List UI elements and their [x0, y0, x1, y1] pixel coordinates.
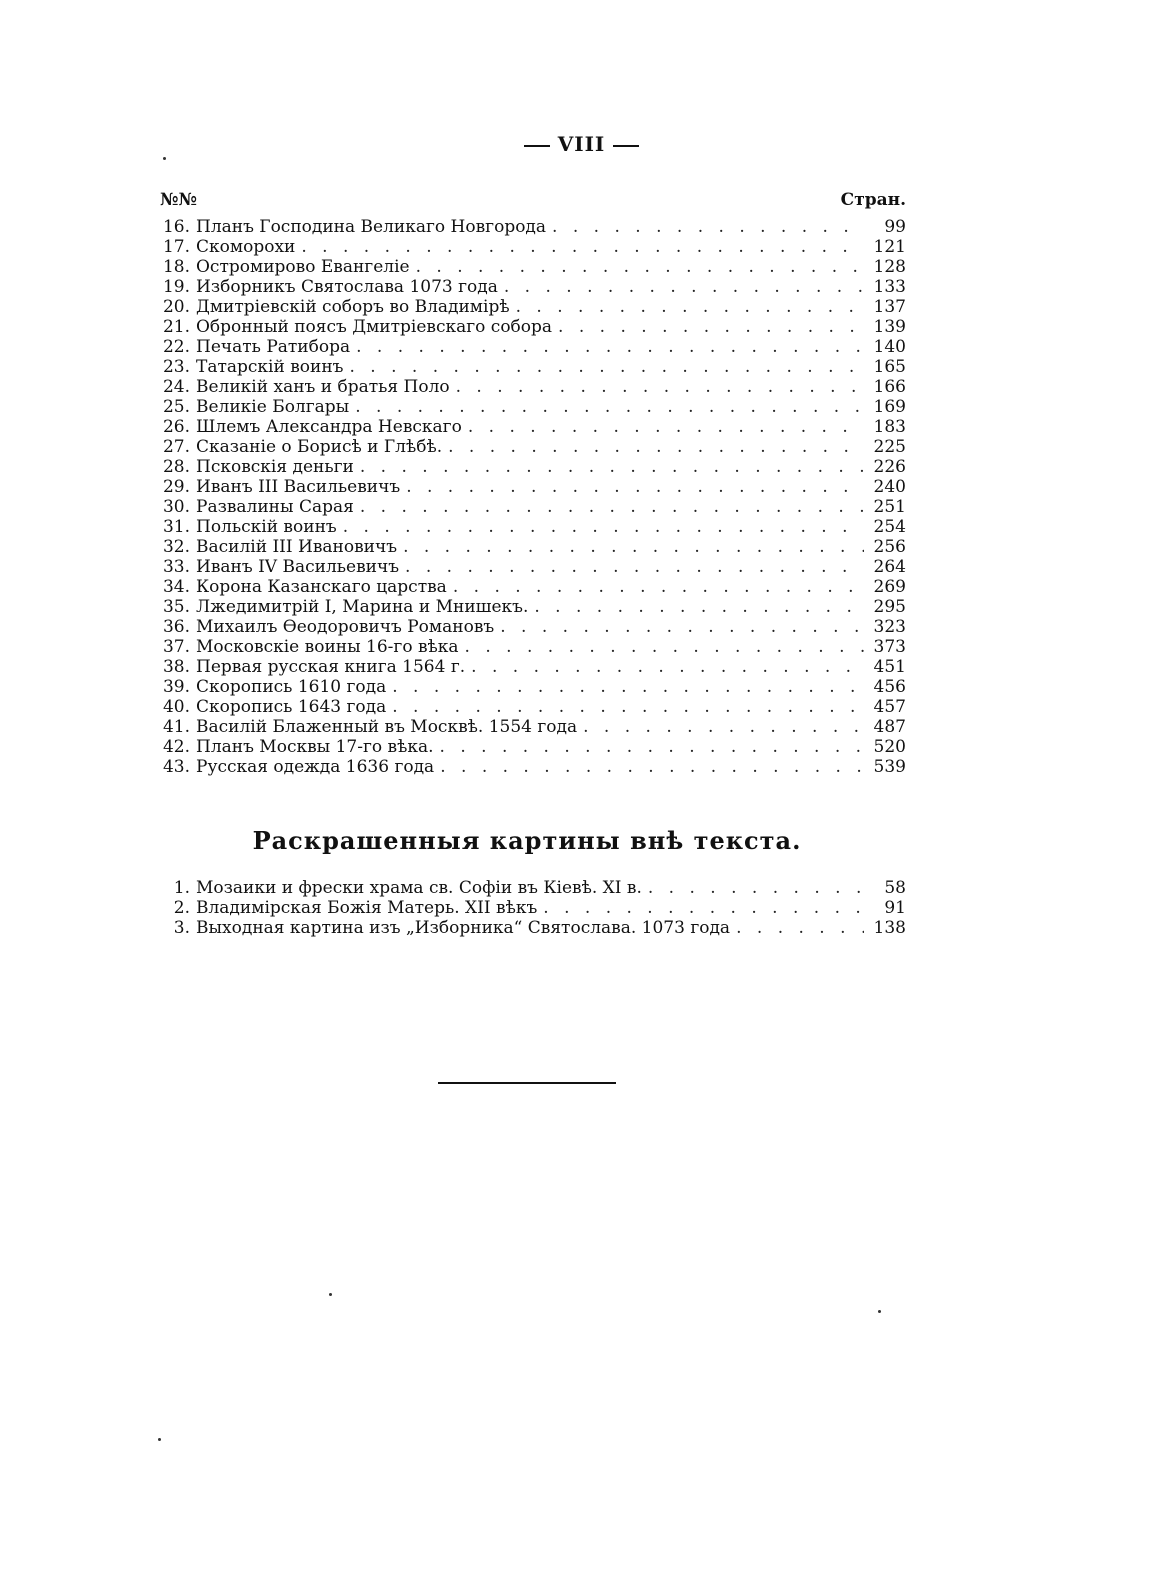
page-number: VIII	[557, 132, 606, 156]
entry-page: 240	[873, 477, 906, 497]
entry-number: 38.	[162, 657, 190, 677]
entry-number: 31.	[162, 517, 190, 537]
illustrations-list	[160, 217, 906, 777]
toc-entry	[160, 237, 906, 257]
toc-entry	[160, 757, 906, 777]
toc-entry	[160, 297, 906, 317]
entry-page: 137	[873, 297, 906, 317]
dot-leader	[516, 297, 864, 317]
entry-page: 456	[873, 677, 906, 697]
entry-title: Остромирово Евангеліе	[196, 257, 410, 277]
entry-page: 295	[873, 597, 906, 617]
entry-number: 22.	[162, 337, 190, 357]
dot-leader	[552, 217, 864, 237]
entry-title: Польскій воинъ	[196, 517, 337, 537]
entry-title: Скоропись 1643 года	[196, 697, 387, 717]
toc-entry	[160, 677, 906, 697]
entry-number: 41.	[162, 717, 190, 737]
entry-number: 37.	[162, 637, 190, 657]
dot-leader	[440, 737, 864, 757]
dot-leader	[360, 497, 864, 517]
entry-page: 169	[873, 397, 906, 417]
entry-title: Михаилъ Ѳеодоровичъ Романовъ	[196, 617, 495, 637]
entry-page: 139	[873, 317, 906, 337]
entry-title: Планъ Господина Великаго Новгорода	[196, 217, 547, 237]
entry-number: 42.	[162, 737, 190, 757]
dot-leader	[392, 697, 864, 717]
entry-number: 27.	[162, 437, 190, 457]
entry-page: 128	[873, 257, 906, 277]
entry-page: 133	[873, 277, 906, 297]
toc-entry	[160, 657, 906, 677]
toc-entry	[160, 377, 906, 397]
entry-title: Первая русская книга 1564 г.	[196, 657, 466, 677]
entry-title: Иванъ IV Васильевичъ	[196, 557, 400, 577]
dot-leader	[406, 477, 864, 497]
entry-page: 226	[873, 457, 906, 477]
entry-number: 23.	[162, 357, 190, 377]
dot-leader	[456, 377, 864, 397]
dot-leader	[405, 557, 864, 577]
toc-entry	[160, 457, 906, 477]
entry-title: Шлемъ Александра Невскаго	[196, 417, 462, 437]
entry-number: 33.	[162, 557, 190, 577]
toc-entry	[160, 217, 906, 237]
toc-entry	[160, 597, 906, 617]
dot-leader	[543, 898, 864, 918]
entry-number: 25.	[162, 397, 190, 417]
entry-number: 36.	[162, 617, 190, 637]
entry-number: 17.	[162, 237, 190, 257]
entry-page: 451	[873, 657, 906, 677]
toc-header	[160, 190, 906, 210]
dot-leader	[301, 237, 864, 257]
entry-number: 24.	[162, 377, 190, 397]
entry-number: 16.	[162, 217, 190, 237]
dot-leader	[468, 417, 864, 437]
toc-entry	[160, 257, 906, 277]
toc-entry	[160, 437, 906, 457]
entry-title: Печать Ратибора	[196, 337, 351, 357]
entry-title: Изборникъ Святослава 1073 года	[196, 277, 498, 297]
entry-number: 34.	[162, 577, 190, 597]
entry-page: 264	[873, 557, 906, 577]
toc-entry	[160, 317, 906, 337]
dot-leader	[558, 317, 864, 337]
entry-page: 99	[884, 217, 906, 237]
dot-leader	[583, 717, 864, 737]
colored-plates-list	[160, 878, 906, 938]
toc-entry	[160, 637, 906, 657]
toc-entry	[160, 517, 906, 537]
dot-leader	[465, 637, 864, 657]
entry-page: 254	[873, 517, 906, 537]
dot-leader	[356, 337, 864, 357]
entry-number: 2.	[173, 898, 190, 918]
entry-number: 18.	[162, 257, 190, 277]
entry-title: Русская одежда 1636 года	[196, 757, 435, 777]
entry-number: 19.	[162, 277, 190, 297]
toc-entry	[160, 617, 906, 637]
entry-number: 1.	[173, 878, 190, 898]
header-dash-left	[524, 145, 550, 147]
entry-title: Корона Казанскаго царства	[196, 577, 447, 597]
entry-page: 269	[873, 577, 906, 597]
entry-title: Сказаніе о Борисѣ и Глѣбѣ.	[196, 437, 443, 457]
dot-leader	[440, 757, 864, 777]
section-title: Раскрашенныя картины внѣ текста.	[252, 826, 802, 855]
dot-leader	[416, 257, 864, 277]
toc-entry	[160, 878, 906, 898]
entry-title: Обронный поясъ Дмитріевскаго собора	[196, 317, 553, 337]
toc-entry	[160, 417, 906, 437]
toc-entry	[160, 918, 906, 938]
entry-page: 183	[873, 417, 906, 437]
entry-page: 373	[873, 637, 906, 657]
column-page-label: Стран.	[840, 190, 906, 210]
toc-entry	[160, 277, 906, 297]
entry-page: 140	[873, 337, 906, 357]
entry-number: 43.	[162, 757, 190, 777]
entry-page: 91	[884, 898, 906, 918]
header-dash-right	[613, 145, 639, 147]
entry-page: 121	[873, 237, 906, 257]
toc-entry	[160, 477, 906, 497]
dot-leader	[648, 878, 864, 898]
entry-title: Московскіе воины 16-го вѣка	[196, 637, 459, 657]
toc-entry	[160, 717, 906, 737]
dot-leader	[471, 657, 864, 677]
entry-number: 40.	[162, 697, 190, 717]
dot-leader	[403, 537, 864, 557]
entry-title: Иванъ III Васильевичъ	[196, 477, 401, 497]
scan-speck	[163, 157, 166, 160]
scan-speck	[158, 1438, 161, 1441]
page-header	[0, 132, 1163, 156]
scan-speck	[878, 1310, 881, 1313]
dot-leader	[534, 597, 864, 617]
dot-leader	[355, 397, 864, 417]
toc-entry	[160, 898, 906, 918]
toc-entry	[160, 577, 906, 597]
end-rule	[438, 1082, 616, 1084]
entry-page: 166	[873, 377, 906, 397]
dot-leader	[350, 357, 865, 377]
entry-page: 539	[873, 757, 906, 777]
entry-title: Василій III Ивановичъ	[196, 537, 398, 557]
toc-entry	[160, 537, 906, 557]
entry-page: 225	[873, 437, 906, 457]
entry-number: 28.	[162, 457, 190, 477]
entry-page: 251	[873, 497, 906, 517]
entry-title: Великіе Болгары	[196, 397, 350, 417]
toc-entry	[160, 697, 906, 717]
entry-title: Василій Блаженный въ Москвѣ. 1554 года	[196, 717, 578, 737]
entry-title: Лжедимитрій I, Марина и Мнишекъ.	[196, 597, 529, 617]
entry-page: 256	[873, 537, 906, 557]
entry-page: 138	[873, 918, 906, 938]
entry-number: 20.	[162, 297, 190, 317]
entry-page: 487	[873, 717, 906, 737]
dot-leader	[392, 677, 864, 697]
entry-number: 21.	[162, 317, 190, 337]
column-number-label: №№	[160, 190, 197, 210]
entry-title: Выходная картина изъ „Изборника“ Святослава. 1073 года	[196, 918, 731, 938]
toc-entry	[160, 397, 906, 417]
entry-page: 323	[873, 617, 906, 637]
entry-title: Псковскія деньги	[196, 457, 354, 477]
entry-page: 58	[884, 878, 906, 898]
entry-title: Планъ Москвы 17-го вѣка.	[196, 737, 434, 757]
entry-title: Татарскій воинъ	[196, 357, 344, 377]
toc-entry	[160, 737, 906, 757]
toc-entry	[160, 357, 906, 377]
entry-number: 26.	[162, 417, 190, 437]
toc-entry	[160, 557, 906, 577]
entry-number: 39.	[162, 677, 190, 697]
entry-number: 32.	[162, 537, 190, 557]
toc-entry	[160, 337, 906, 357]
entry-page: 457	[873, 697, 906, 717]
toc-entry	[160, 497, 906, 517]
entry-number: 30.	[162, 497, 190, 517]
dot-leader	[448, 437, 864, 457]
dot-leader	[343, 517, 864, 537]
entry-title: Великій ханъ и братья Поло	[196, 377, 450, 397]
entry-title: Владимірская Божія Матерь. XII вѣкъ	[196, 898, 538, 918]
entry-title: Развалины Сарая	[196, 497, 354, 517]
entry-number: 29.	[162, 477, 190, 497]
dot-leader	[736, 918, 864, 938]
entry-number: 3.	[173, 918, 190, 938]
entry-title: Дмитріевскій соборъ во Владимірѣ	[196, 297, 510, 317]
entry-page: 520	[873, 737, 906, 757]
dot-leader	[500, 617, 864, 637]
entry-number: 35.	[162, 597, 190, 617]
dot-leader	[453, 577, 864, 597]
entry-page: 165	[873, 357, 906, 377]
entry-title: Скоропись 1610 года	[196, 677, 387, 697]
entry-title: Мозаики и фрески храма св. Софіи въ Кіевѣ. XI в.	[196, 878, 642, 898]
scan-speck	[329, 1293, 332, 1296]
dot-leader	[360, 457, 864, 477]
entry-title: Скоморохи	[196, 237, 296, 257]
dot-leader	[504, 277, 864, 297]
